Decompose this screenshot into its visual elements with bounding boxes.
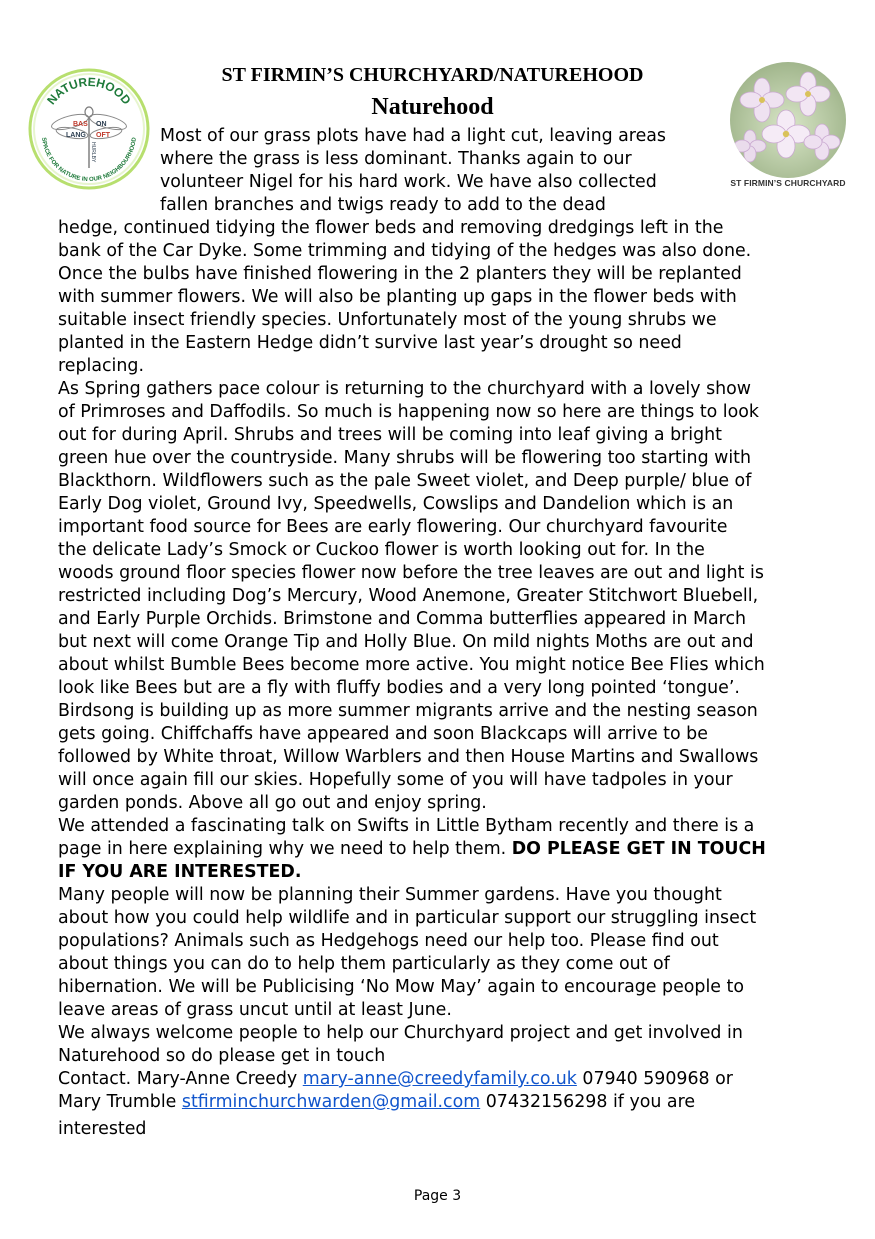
text-line: about how you could help wildlife and in particular support our struggling insect — [58, 908, 757, 928]
logo-word-lang: LANG — [66, 132, 86, 139]
page-subtitle: Naturehood — [371, 94, 494, 120]
article-body — [58, 217, 828, 1141]
logo-word-bas: BAS — [73, 121, 88, 128]
intro-line: volunteer Nigel for his hard work. We have also collected — [160, 172, 657, 192]
text-line: suitable insect friendly species. Unfortunately most of the young shrubs we — [58, 310, 717, 330]
contact-block — [58, 1068, 828, 1141]
logo-bottom-text: SPACE FOR NATURE IN OUR NEIGHBOURHOOD — [40, 137, 138, 184]
email-link-churchwarden[interactable]: stfirminchurchwarden@gmail.com — [181, 1092, 481, 1112]
paragraph-volunteer — [58, 1022, 828, 1068]
text-line: leave areas of grass uncut until at least June. — [58, 1000, 452, 1020]
text-line — [58, 838, 828, 861]
contact-name: Mary Trumble — [58, 1092, 182, 1112]
text-line: followed by White throat, Willow Warblers and then House Martins and Swallows — [58, 747, 759, 767]
text-line: woods ground floor species flower now before the tree leaves are out and light is — [58, 563, 764, 583]
paragraph-gardens — [58, 884, 828, 1022]
text-line: We attended a fascinating talk on Swifts in Little Bytham recently and there is a — [58, 816, 755, 836]
text-line: populations? Animals such as Hedgehogs need our help too. Please find out — [58, 931, 719, 951]
intro-line: fallen branches and twigs ready to add to the dead — [160, 195, 606, 215]
text-line: planted in the Eastern Hedge didn’t survive last year’s drought so need — [58, 333, 682, 353]
logo-word-oft: OFT — [96, 132, 110, 139]
contact-phone: 07432156298 if you are — [480, 1092, 696, 1112]
contact-last-line: interested — [58, 1119, 147, 1139]
text-line: Birdsong is building up as more summer migrants arrive and the nesting season — [58, 701, 758, 721]
text-line: We always welcome people to help our Churchyard project and get involved in — [58, 1023, 743, 1043]
text-line: garden ponds. Above all go out and enjoy spring. — [58, 793, 487, 813]
intro-paragraph — [160, 125, 705, 217]
text-line: Once the bulbs have finished flowering in the 2 planters they will be replanted — [58, 264, 742, 284]
text-line: with summer flowers. We will also be planting up gaps in the flower beds with — [58, 287, 737, 307]
page-title: ST FIRMIN’S CHURCHYARD/NATUREHOOD — [221, 64, 644, 86]
naturehood-logo — [28, 68, 150, 190]
text-line: Naturehood so do please get in touch — [58, 1046, 386, 1066]
contact-prefix: Contact. Mary-Anne Creedy — [58, 1069, 303, 1089]
contact-phone: 07940 590968 or — [576, 1069, 733, 1089]
page-number: Page 3 — [413, 1188, 462, 1204]
text-line: restricted including Dog’s Mercury, Wood Anemone, Greater Stitchwort Bluebell, — [58, 586, 759, 606]
contact-line — [58, 1091, 828, 1114]
text-line: bank of the Car Dyke. Some trimming and tidying of the hedges was also done. — [58, 241, 752, 261]
text-line: will once again fill our skies. Hopefully some of you will have tadpoles in your — [58, 770, 733, 790]
text-segment: page in here explaining why we need to help them. — [58, 839, 512, 859]
contact-line — [58, 1068, 828, 1091]
text-line: important food source for Bees are early flowering. Our churchyard favourite — [58, 517, 728, 537]
email-link-mary-anne[interactable]: mary-anne@creedyfamily.co.uk — [302, 1069, 577, 1089]
text-line: replacing. — [58, 356, 144, 376]
call-to-action: IF YOU ARE INTERESTED. — [58, 862, 302, 882]
text-line: Early Dog violet, Ground Ivy, Speedwells, Cowslips and Dandelion which is an — [58, 494, 734, 514]
text-line: As Spring gathers pace colour is returning to the churchyard with a lovely show — [58, 379, 752, 399]
text-line: the delicate Lady’s Smock or Cuckoo flower is worth looking out for. In the — [58, 540, 705, 560]
flower-caption: ST FIRMIN’S CHURCHYARD — [730, 178, 846, 188]
text-line: Blackthorn. Wildflowers such as the pale Sweet violet, and Deep purple/ blue of — [58, 471, 752, 491]
intro-line: Most of our grass plots have had a light cut, leaving areas — [160, 126, 666, 146]
cuckoo-flower-image — [722, 60, 854, 192]
text-line: and Early Purple Orchids. Brimstone and Comma butterflies appeared in March — [58, 609, 747, 629]
call-to-action: DO PLEASE GET IN TOUCH — [511, 839, 766, 859]
text-line: gets going. Chiffchaffs have appeared and soon Blackcaps will arrive to be — [58, 724, 708, 744]
paragraph-swifts — [58, 815, 828, 884]
text-line: hibernation. We will be Publicising ‘No Mow May’ again to encourage people to — [58, 977, 744, 997]
text-line: hedge, continued tidying the flower beds and removing dredgings left in the — [58, 218, 724, 238]
text-line: look like Bees but are a fly with fluffy bodies and a very long pointed ‘tongue’. — [58, 678, 740, 698]
text-line: about things you can do to help them particularly as they come out of — [58, 954, 670, 974]
text-line: about whilst Bumble Bees become more active. You might notice Bee Flies which — [58, 655, 765, 675]
paragraph-maintenance — [58, 217, 828, 378]
logo-word-on: ON — [96, 121, 107, 128]
text-line: Many people will now be planning their Summer gardens. Have you thought — [58, 885, 722, 905]
intro-line: where the grass is less dominant. Thanks again to our — [160, 149, 632, 169]
text-line: of Primroses and Daffodils. So much is happening now so here are things to look — [58, 402, 759, 422]
text-line: green hue over the countryside. Many shrubs will be flowering too starting with — [58, 448, 752, 468]
paragraph-spring — [58, 378, 828, 815]
logo-top-text: NATUREHOOD — [44, 74, 134, 108]
text-line: but next will come Orange Tip and Holly Blue. On mild nights Moths are out and — [58, 632, 754, 652]
logo-word-hurlby: HURLBY — [90, 142, 96, 163]
text-line: out for during April. Shrubs and trees will be coming into leaf giving a bright — [58, 425, 722, 445]
